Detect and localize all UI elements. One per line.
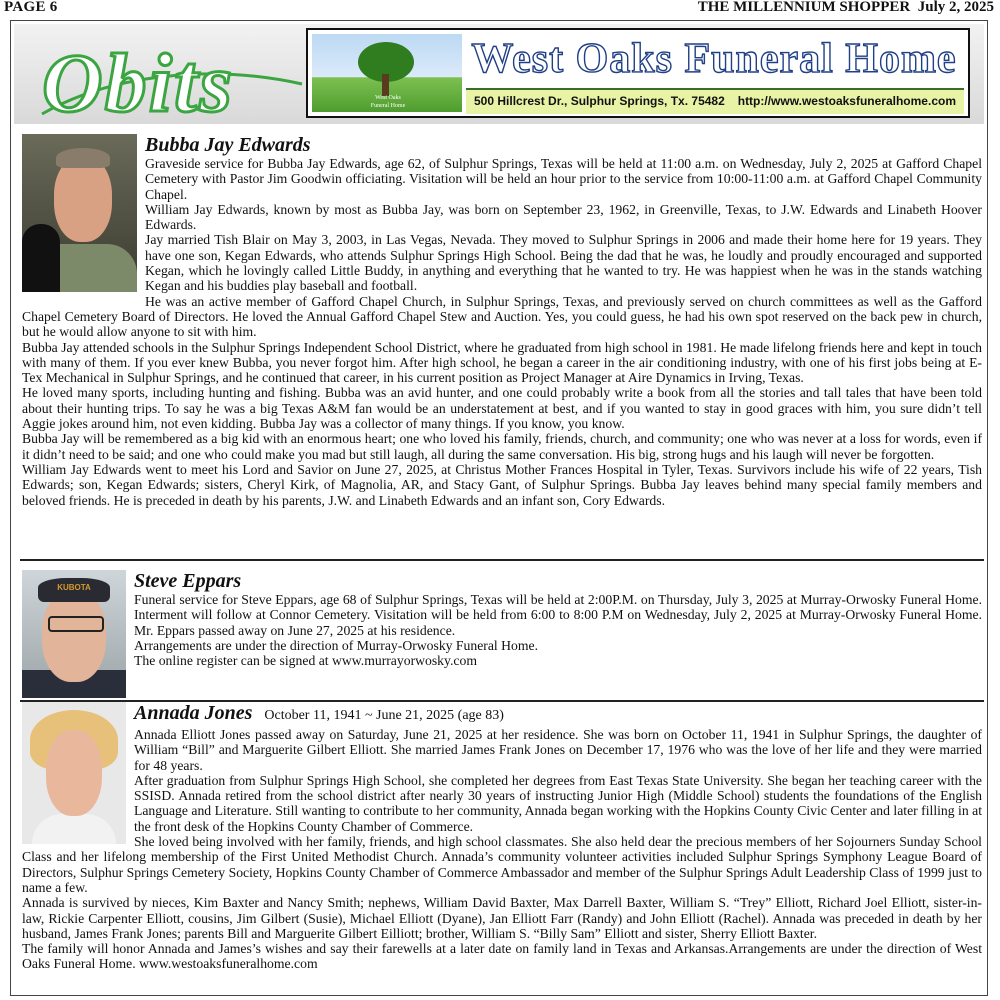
obit-paragraph: Bubba Jay attended schools in the Sulphur Springs Independent School District, where he graduated from high school in 1981. He made lifelong friends here and kept in touch with many of them. If you ever knew Bubba, you never forgot him. After high school, he began a career in the air conditioning industry, with one of his first jobs being at E-Tex Mechanical in Sulphur Springs, and he continued that career, in his current position as Project Manager at Aire Dynamics in Irving, Texas.: [22, 339, 982, 386]
paper-name: THE MILLENNIUM SHOPPER: [697, 0, 911, 15]
obit-paragraph: Annada is survived by nieces, Kim Baxter and Nancy Smith; nephews, William David Baxter, Max Darrell Baxter, William S. “Trey” Elliott, Richard Joel Elliott, sister-in-law, Rickie Carpenter Elliott, cousins, Jim Gilbert (Susie), Michael Elliott (Dyane), Jan Elliott Farr (Randy) and John Elliott (Rachel). Annada was preceded in death by her husband, James Frank Jones; parents Bill and Marguerite Gilbert Eilliott; brother, William S. “Billy Sam” Elliott and sister, Sherry Elliott Baxter.: [22, 895, 982, 941]
obit-paragraph: He was an active member of Gafford Chapel Church, in Sulphur Springs, Texas, and previously served on church committees as well as the Gafford Chapel Cemetery Board of Directors. He loved the Annual Gafford Chapel Stew and Auction. Yes, you could guess, he had his own spot reserved on the back pew in church, but he would allow anyone to sit with him.: [22, 293, 982, 340]
obit-paragraph: William Jay Edwards, known by most as Bubba Jay, was born on September 23, 1962, in Greenville, Texas, to J.W. Edwards and Linabeth Hoover Edwards.: [145, 201, 982, 233]
obit-paragraph: Funeral service for Steve Eppars, age 68 of Sulphur Springs, Texas will be held at 2:00P.M. on Thursday, July 3, 2025 at Murray-Orwosky Funeral Home. Interment will follow at Connor Cemetery. Visitation will be held from 6:00 to 8:00 P.M on Wednesday, July 2, 2025 at Murray-Orwosky Funeral Home. Mr. Eppars passed away on June 27, 2025 at his residence.: [134, 592, 982, 638]
masthead: [0, 0, 1000, 18]
obit-paragraph: Arrangements are under the direction of Murray-Orwosky Funeral Home.: [134, 637, 539, 653]
page-number: PAGE 6: [4, 0, 58, 15]
portrait-photo: [22, 570, 126, 698]
ad-address: 500 Hillcrest Dr., Sulphur Springs, Tx. 75482: [474, 94, 725, 108]
tree-trunk: [382, 74, 389, 96]
obit-paragraph: William Jay Edwards went to meet his Lord and Savior on June 27, 2025, at Christus Mother Frances Hospital in Tyler, Texas. Survivors include his wife of 22 years, Tish Edwards; son, Kegan Edwards; sisters, Cheryl Kirk, of Magnolia, AR, and Stacy Gant, of Sulphur Springs. Bubba Jay leaves behind many special family members and beloved friends. He is preceded in death by his parents, J.W. and Linabeth Edwards and an infant son, Cory Edwards.: [22, 461, 982, 508]
obit-paragraph: The online register can be signed at www.murrayorwosky.com: [134, 653, 477, 669]
portrait-photo: [22, 702, 126, 844]
section-title: Obits: [42, 37, 235, 130]
ad-logo: [352, 94, 424, 110]
ad-logo-line2: Funeral Home: [370, 103, 406, 109]
obit-paragraph: Annada Elliott Jones passed away on Saturday, June 21, 2025 at her residence. She was born on October 11, 1941 in Sulphur Springs, the daughter of William “Bill” and Marguerite Gilbert Elliott. She married James Frank Jones on December 17, 1976 who was the love of her life and they were married for 48 years.: [134, 727, 982, 773]
ad-logo-line1: West Oaks: [375, 95, 401, 101]
obituary-bubba-jay-edwards: [22, 134, 982, 508]
ad-title: West Oaks Funeral Home: [471, 36, 957, 82]
cap-logo: KUBOTA: [38, 578, 110, 602]
obit-paragraph: Bubba Jay will be remembered as a big kid with an enormous heart; one who loved his family, friends, church, and community; one who was never at a loss for words, even if it didn’t need to be said; and one who could make you mad but still laugh, all during the same conversation. His big, strong hugs and his laugh will never be forgotten.: [22, 431, 982, 462]
section-divider: [20, 559, 984, 561]
obituary-steve-eppars: [22, 570, 982, 700]
obit-paragraph: Graveside service for Bubba Jay Edwards, age 62, of Sulphur Springs, Texas will be held at 11:00 a.m. on Wednesday, July 2, 2025 at Gafford Chapel Cemetery with Pastor Jim Goodwin officiating. Visitation will be held an hour prior to the service from 10:00-11:00 a.m. at Gafford Chapel Community Chapel.: [145, 156, 982, 202]
ad-contact-bar: [466, 88, 964, 114]
obituary-name: Steve Eppars: [134, 570, 242, 592]
portrait-photo: [22, 134, 137, 292]
obit-paragraph: After graduation from Sulphur Springs High School, she completed her degrees from East Texas State University. She began her teaching career with the SSISD. Annada retired from the school district after nearly 30 years of instructing Junior High (Middle School) students the foundations of the English Language and Literature. Still wanting to contribute to her community, Annada began working with the Hopkins County Civic Center and later filling in at the front desk of the Hopkins County Chamber of Commerce.: [134, 772, 982, 834]
ad-url-link[interactable]: http://www.westoaksfuneralhome.com: [737, 94, 956, 108]
obituary-dates: October 11, 1941 ~ June 21, 2025 (age 83): [264, 708, 504, 723]
obituary-annada-jones: [22, 702, 982, 972]
paper-name-date: [698, 0, 994, 16]
obit-paragraph: He loved many sports, including hunting and fishing. Bubba was an avid hunter, and one could probably write a book from all the stories and tall tales that have been told about their hunting trips. To say he was a big Texas A&M fan would be an understatement at best, and if you wanted to stay in good graces with him, you sure didn’t tell Aggie jokes around him, not even kidding. Bubba Jay was a collector of many things. If you know, you know.: [22, 385, 982, 432]
obit-paragraph: She loved being involved with her family, friends, and high school classmates. She also held dear the precious members of her Sojourners Sunday School Class and her lifelong membership of the First United Methodist Church. Annada’s community volunteer activities included Sulphur Springs Symphony League Board of Directors, Sulphur Springs Cemetery Society, Hopkins County Chamber of Commerce Ambassador and member of the Sulphur Springs Adult Leadership Class of 1999 just to name a few.: [22, 834, 982, 895]
obituary-name-line: [22, 702, 982, 727]
obit-paragraph: The family will honor Annada and James’s wishes and say their farewells at a later date on family land in Texas and Arkansas.Arrangements are under the direction of West Oaks Funeral Home. www.westoaksfuneralhome.com: [22, 941, 982, 972]
issue-date: July 2, 2025: [917, 0, 994, 15]
obituary-name: Bubba Jay Edwards: [145, 134, 311, 156]
obit-paragraph: Jay married Tish Blair on May 3, 2003, in Las Vegas, Nevada. They moved to Sulphur Springs in 2006 and made their home here for 19 years. They have one son, Kegan Edwards, who attends Sulphur Springs High School. Being the dad that he was, he loudly and proudly encouraged and supported Kegan, which he lovingly called Little Buddy, in anything and everything that he wanted to try. He was happiest when he was in the stands watching Kegan and his buddies play baseball and football.: [145, 232, 982, 294]
obituary-name: Annada Jones: [134, 702, 253, 724]
tree-photo: [312, 34, 462, 112]
funeral-home-ad[interactable]: [306, 28, 970, 118]
